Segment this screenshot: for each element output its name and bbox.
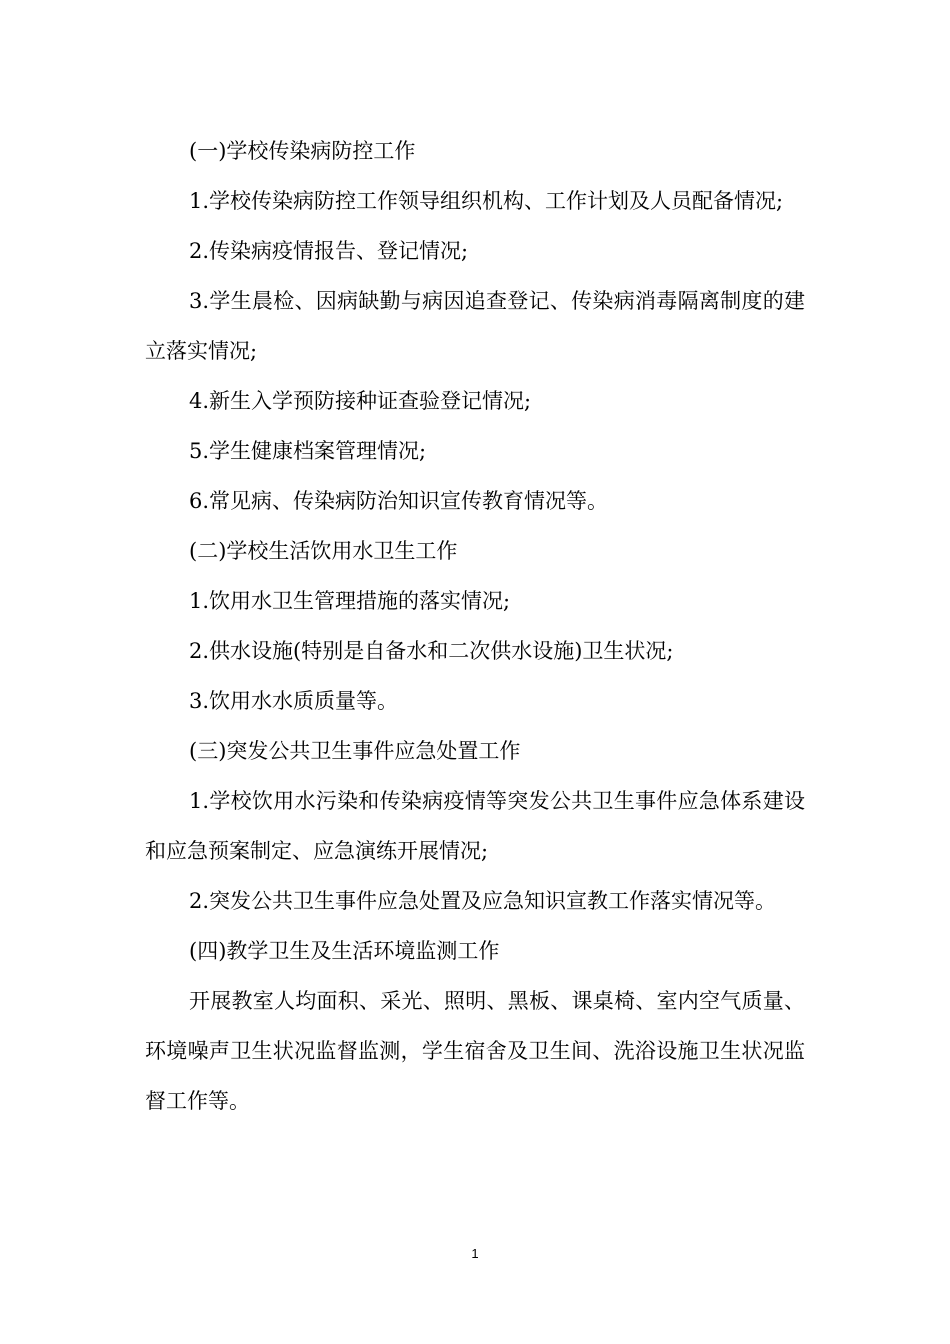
- section-heading-1: (一)学校传染病防控工作: [189, 139, 416, 163]
- list-item: 6.常见病、传染病防治知识宣传教育情况等。: [189, 489, 609, 513]
- document-body: [145, 126, 805, 1126]
- body-paragraph: 开展教室人均面积、采光、照明、黑板、课桌椅、室内空气质量、环境噪声卫生状况监督监测，学生宿舍及卫生间、洗浴设施卫生状况监督工作等。: [145, 989, 805, 1113]
- list-item: 1.饮用水卫生管理措施的落实情况;: [189, 589, 511, 613]
- list-item: 2.传染病疫情报告、登记情况;: [189, 239, 469, 263]
- list-item: 5.学生健康档案管理情况;: [189, 439, 427, 463]
- section-heading-3: (三)突发公共卫生事件应急处置工作: [189, 739, 521, 763]
- list-item: 1.学校饮用水污染和传染病疫情等突发公共卫生事件应急体系建设和应急预案制定、应急演练开展情况;: [145, 789, 805, 863]
- list-item: 2.供水设施(特别是自备水和二次供水设施)卫生状况;: [189, 639, 674, 663]
- list-item: 4.新生入学预防接种证查验登记情况;: [189, 389, 532, 413]
- list-item: 3.饮用水水质质量等。: [189, 689, 399, 713]
- section-heading-2: (二)学校生活饮用水卫生工作: [189, 539, 458, 563]
- section-heading-4: (四)教学卫生及生活环境监测工作: [189, 939, 500, 963]
- page-number: 1: [471, 1246, 479, 1261]
- list-item: 2.突发公共卫生事件应急处置及应急知识宣教工作落实情况等。: [189, 889, 777, 913]
- list-item: 3.学生晨检、因病缺勤与病因追查登记、传染病消毒隔离制度的建立落实情况;: [145, 289, 805, 363]
- list-item: 1.学校传染病防控工作领导组织机构、工作计划及人员配备情况;: [189, 189, 784, 213]
